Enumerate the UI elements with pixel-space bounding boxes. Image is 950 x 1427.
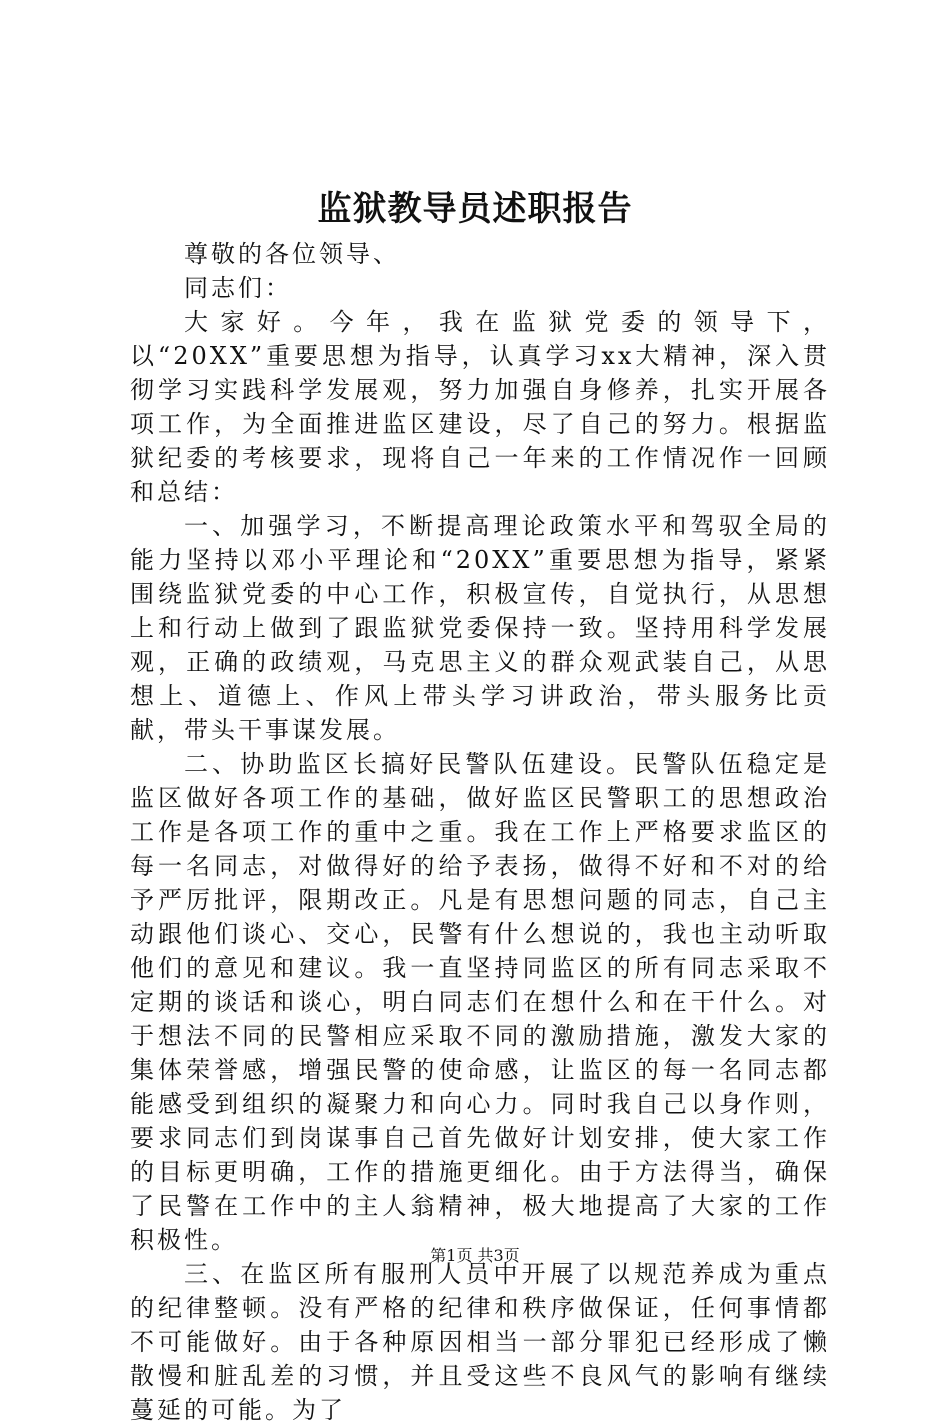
body-paragraph: 一、加强学习，不断提高理论政策水平和驾驭全局的能力坚持以邓小平理论和“20XX”重要思想为指导，紧紧围绕监狱党委的中心工作，积极宣传，自觉执行，从思想上和行动上做到了跟监狱党委保持一致。坚持用科学发展观，正确的政绩观，马克思主义的群众观武装自己，从思想上、道德上、作风上带头学习讲政治，带头服务比贡献，带头干事谋发展。 <box>130 512 830 744</box>
document-title: 监狱教导员述职报告 <box>317 189 633 229</box>
body-paragraph: 大家好。今年，我在监狱党委的领导下，以“20XX”重要思想为指导，认真学习xx大精神，深入贯彻学习实践科学发展观，努力加强自身修养，扎实开展各项工作，为全面推进监区建设，尽了自己的努力。根据监狱纪委的考核要求，现将自己一年来的工作情况作一回顾和总结： <box>130 308 830 506</box>
body-paragraph: 二、协助监区长搞好民警队伍建设。民警队伍稳定是监区做好各项工作的基础，做好监区民警职工的思想政治工作是各项工作的重中之重。我在工作上严格要求监区的每一名同志，对做得好的给予表扬，做得不好和不对的给予严厉批评，限期改正。凡是有思想问题的同志，自己主动跟他们谈心、交心，民警有什么想说的，我也主动听取他们的意见和建议。我一直坚持同监区的所有同志采取不定期的谈话和谈心，明白同志们在想什么和在干什么。对于想法不同的民警相应采取不同的激励措施，激发大家的集体荣誉感，增强民警的使命感，让监区的每一名同志都能感受到组织的凝聚力和向心力。同时我自己以身作则，要求同志们到岗谋事自己首先做好计划安排，使大家工作的目标更明确，工作的措施更细化。由于方法得当，确保了民警在工作中的主人翁精神，极大地提高了大家的工作积极性。 <box>130 750 830 1254</box>
page-footer: 第1页 共3页 <box>430 1246 520 1265</box>
salutation-line: 尊敬的各位领导、 <box>184 240 400 268</box>
body-paragraph: 三、在监区所有服刑人员中开展了以规范养成为重点的纪律整顿。没有严格的纪律和秩序做保证，任何事情都不可能做好。由于各种原因相当一部分罪犯已经形成了懒散慢和脏乱差的习惯，并且受这些不良风气的影响有继续蔓延的可能。为了 <box>130 1260 830 1424</box>
salutation-line: 同志们： <box>184 274 292 302</box>
